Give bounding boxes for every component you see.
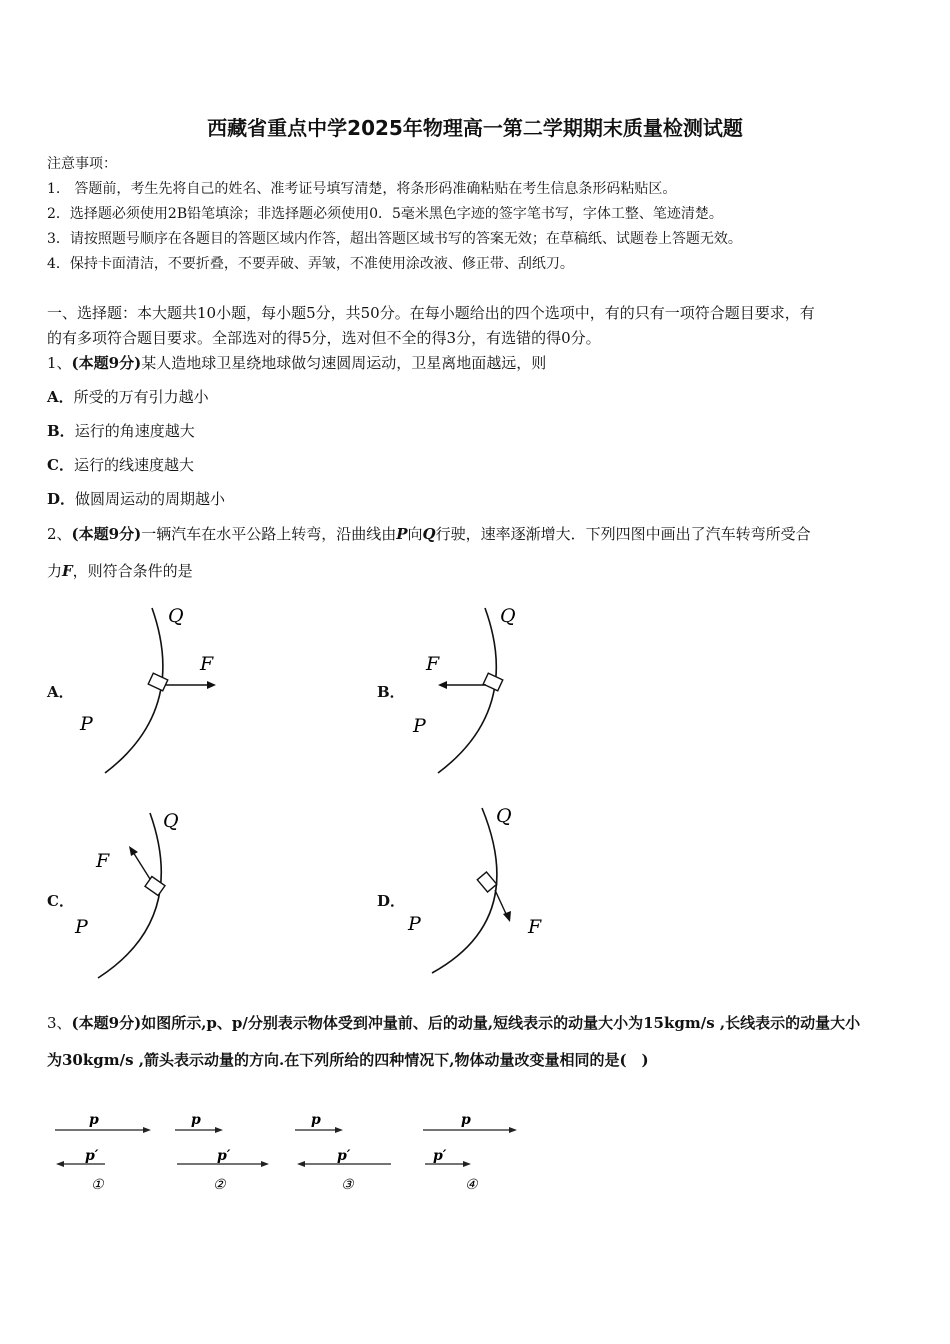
f-label: F (96, 850, 110, 872)
q-label: Q (163, 810, 179, 832)
symbol-q: Q (422, 525, 436, 543)
figure-c-diagram (70, 805, 250, 985)
question-2-stem-cont (47, 560, 193, 581)
arrow-head (503, 911, 511, 922)
case-number: ③ (341, 1177, 354, 1193)
notice-item: 2．选择题必须使用2B铅笔填涂；非选择题必须使用0．5毫米黑色字迹的签字笔书写，字体工整、笔迹清楚。 (47, 206, 723, 222)
arrow-head (56, 1161, 64, 1167)
momentum-case-2 (175, 1112, 269, 1193)
question-text: 力 (47, 562, 63, 580)
section-intro-line: 一、选择题：本大题共10小题，每小题5分，共50分。在每小题给出的四个选项中，有的只有一项符合题目要求，有 (47, 304, 815, 322)
section-intro-line: 的有多项符合题目要求。全部选对的得5分，选对但不全的得3分，有选错的得0分。 (47, 329, 601, 347)
notice-item: 4．保持卡面清洁，不要折叠，不要弄破、弄皱，不准使用涂改液、修正带、刮纸刀。 (47, 256, 574, 272)
option-key: D． (47, 490, 76, 508)
momentum-figures (45, 1100, 525, 1200)
figure-d-diagram (400, 800, 580, 980)
option-key: C． (47, 456, 74, 474)
symbol-f: F (62, 562, 73, 580)
arrow-head (129, 846, 138, 856)
f-label: F (200, 653, 214, 675)
arrow-head (509, 1127, 517, 1133)
case-number: ④ (465, 1177, 478, 1193)
q-label: Q (168, 605, 184, 627)
arrow-head (335, 1127, 343, 1133)
p-prime-label: p′ (85, 1148, 99, 1164)
arrow-head (463, 1161, 471, 1167)
arrow-head (143, 1127, 151, 1133)
force-arrow (133, 852, 150, 879)
p-label: P (75, 916, 88, 938)
car-box (477, 872, 496, 892)
curve-path (98, 813, 161, 978)
question-1-option-c[interactable] (47, 454, 194, 475)
option-text: 做圆周运动的周期越小 (75, 490, 226, 508)
p-label: p (461, 1112, 471, 1128)
car-box (145, 876, 165, 895)
option-key: B． (47, 422, 75, 440)
p-label: p (191, 1112, 201, 1128)
p-prime-label: p′ (433, 1148, 447, 1164)
momentum-case-1 (55, 1112, 151, 1193)
curve-path (105, 608, 163, 773)
p-prime-label: p′ (337, 1148, 351, 1164)
q-label: Q (500, 605, 516, 627)
question-1-option-d[interactable] (47, 488, 225, 509)
figure-c-key[interactable]: C． (47, 892, 74, 910)
option-text: 所受的万有引力越小 (73, 388, 209, 406)
notice-heading: 注意事项： (47, 156, 117, 172)
f-label: F (426, 653, 440, 675)
symbol-p: P (396, 525, 408, 543)
notice-item: 3．请按照题号顺序在各题目的答题区域内作答，超出答题区域书写的答案无效；在草稿纸、试题卷上答题无效。 (47, 231, 742, 247)
p-label: P (80, 713, 93, 735)
question-3-stem-cont: 为30kgm/s ,箭头表示动量的方向.在下列所给的四种情况下,物体动量改变量相同的是( ) (47, 1051, 649, 1069)
question-text: ，则符合条件的是 (72, 562, 193, 580)
option-text: 运行的线速度越大 (73, 456, 194, 474)
p-label: p (311, 1112, 321, 1128)
question-points: (本题9分) (71, 1014, 142, 1032)
p-label: P (413, 715, 426, 737)
question-points: (本题9分) (71, 354, 142, 372)
question-text: 一辆汽车在水平公路上转弯，沿曲线由 (141, 525, 397, 543)
arrow-head (207, 681, 216, 689)
question-text: 行驶，速率逐渐增大．下列四图中画出了汽车转弯所受合 (435, 525, 811, 543)
p-label: p (89, 1112, 99, 1128)
car-box (483, 673, 503, 691)
arrow-head (215, 1127, 223, 1133)
question-1-stem (47, 352, 546, 373)
f-label: F (528, 916, 542, 938)
p-label: P (408, 913, 421, 935)
question-2-stem (47, 523, 811, 544)
force-arrow (495, 890, 507, 916)
figure-d-key[interactable]: D． (377, 892, 406, 910)
arrow-head (261, 1161, 269, 1167)
arrow-head (438, 681, 447, 689)
page-title: 西藏省重点中学2025年物理高一第二学期期末质量检测试题 (207, 116, 743, 140)
question-3-stem (47, 1012, 860, 1033)
momentum-case-4 (423, 1112, 517, 1193)
momentum-case-3 (295, 1112, 391, 1193)
question-points: (本题9分) (71, 525, 142, 543)
q-label: Q (496, 805, 512, 827)
case-number: ① (91, 1177, 104, 1193)
option-key: A． (47, 388, 74, 406)
arrow-head (297, 1161, 305, 1167)
question-number: 2、 (47, 525, 72, 543)
question-1-option-a[interactable] (47, 386, 209, 407)
figure-a-diagram (70, 600, 250, 780)
question-number: 3、 (47, 1014, 72, 1032)
notice-item: 1. 答题前，考生先将自己的姓名、准考证号填写清楚，将条形码准确粘贴在考生信息条形码粘贴区。 (47, 181, 677, 197)
question-text: 向 (407, 525, 423, 543)
question-number: 1、 (47, 354, 72, 372)
question-1-option-b[interactable] (47, 420, 195, 441)
question-text: 如图所示,p、p/分别表示物体受到冲量前、后的动量,短线表示的动量大小为15kgm/s ,长线表示的动量大小 (141, 1014, 861, 1032)
figure-a-key[interactable]: A． (47, 683, 74, 701)
figure-b-diagram (400, 600, 580, 780)
curve-path (438, 608, 496, 773)
question-text: 某人造地球卫星绕地球做匀速圆周运动，卫星离地面越远，则 (141, 354, 547, 372)
p-prime-label: p′ (217, 1148, 231, 1164)
option-text: 运行的角速度越大 (74, 422, 195, 440)
figure-b-key[interactable]: B． (377, 683, 405, 701)
car-box (148, 673, 168, 691)
case-number: ② (213, 1177, 226, 1193)
